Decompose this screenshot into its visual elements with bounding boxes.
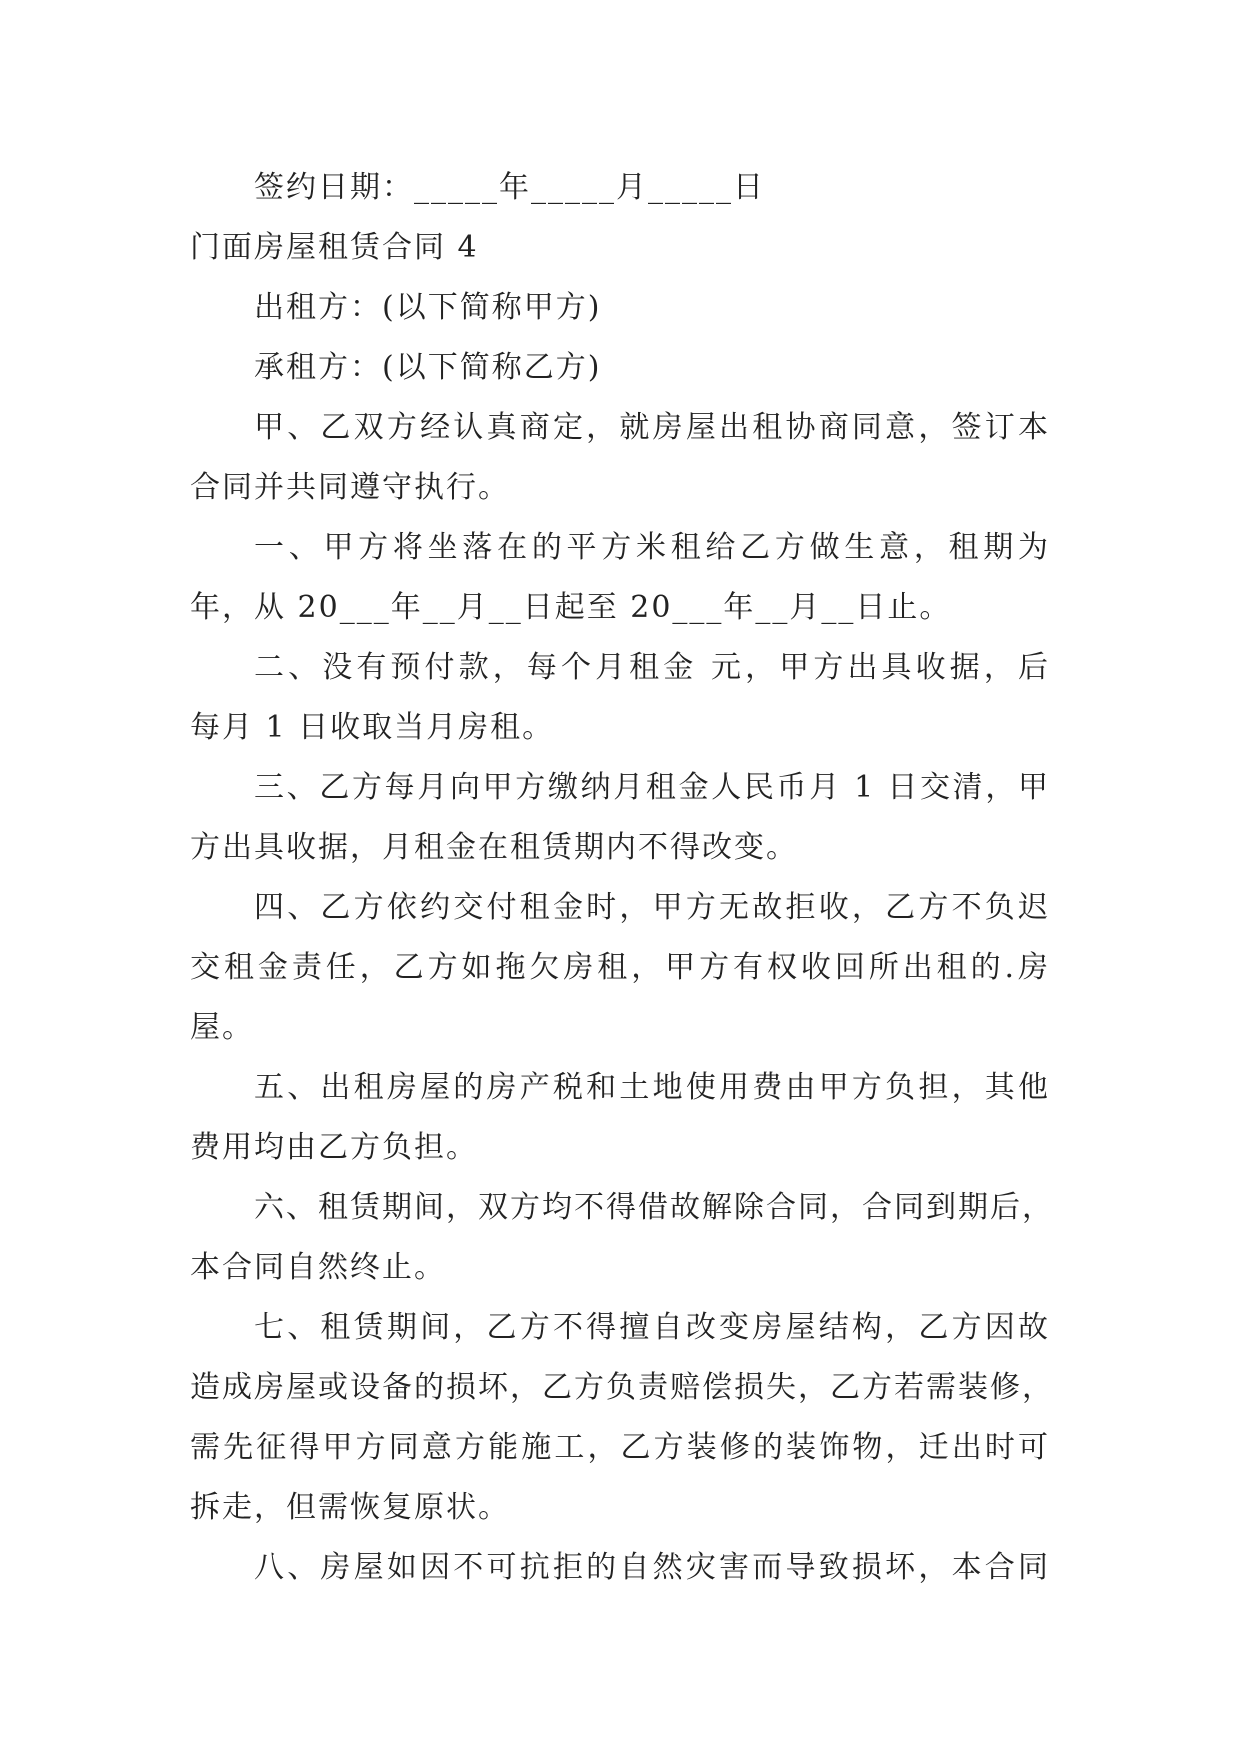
clause-4-line-3: 屋。: [190, 1010, 254, 1045]
lessor-line: 出租方：(以下简称甲方): [254, 290, 602, 325]
clause-8-line-1: 八、房屋如因不可抗拒的自然灾害而导致损坏，本合同: [254, 1550, 1050, 1585]
clause-6-line-2: 本合同自然终止。: [190, 1250, 446, 1285]
document-body: [190, 158, 1054, 1598]
clause-7-line-1: 七、租赁期间，乙方不得擅自改变房屋结构，乙方因故: [254, 1310, 1050, 1345]
clause-5-line-2: 费用均由乙方负担。: [190, 1130, 478, 1165]
clause-2-line-2: 每月 1 日收取当月房租。: [190, 710, 555, 745]
clause-4-line-2: 交租金责任，乙方如拖欠房租，甲方有权收回所出租的.房: [190, 950, 1050, 985]
clause-5-line-1: 五、出租房屋的房产税和土地使用费由甲方负担，其他: [254, 1070, 1050, 1105]
preamble-line-1: 甲、乙双方经认真商定，就房屋出租协商同意，签订本: [254, 410, 1050, 445]
clause-2-line-1: 二、没有预付款，每个月租金 元，甲方出具收据，后: [254, 650, 1050, 685]
lessee-line: 承租方：(以下简称乙方): [254, 350, 602, 385]
clause-7-line-2: 造成房屋或设备的损坏，乙方负责赔偿损失，乙方若需装修，: [190, 1370, 1054, 1405]
clause-3-line-1: 三、乙方每月向甲方缴纳月租金人民币月 1 日交清，甲: [254, 770, 1050, 805]
clause-1-line-1: 一、甲方将坐落在的平方米租给乙方做生意，租期为: [254, 530, 1050, 565]
preamble-line-2: 合同并共同遵守执行。: [190, 470, 510, 505]
clause-7-line-3: 需先征得甲方同意方能施工，乙方装修的装饰物，迁出时可: [190, 1430, 1050, 1465]
clause-4-line-1: 四、乙方依约交付租金时，甲方无故拒收，乙方不负迟: [254, 890, 1050, 925]
contract-title: 门面房屋租赁合同 4: [190, 230, 479, 265]
clause-1-line-2: 年，从 20___年__月__日起至 20___年__月__日止。: [190, 590, 952, 625]
clause-3-line-2: 方出具收据，月租金在租赁期内不得改变。: [190, 830, 798, 865]
clause-6-line-1: 六、租赁期间，双方均不得借故解除合同，合同到期后，: [254, 1190, 1054, 1225]
clause-7-line-4: 拆走，但需恢复原状。: [190, 1490, 510, 1525]
signing-date-line: 签约日期：_____年_____月_____日: [254, 170, 765, 205]
